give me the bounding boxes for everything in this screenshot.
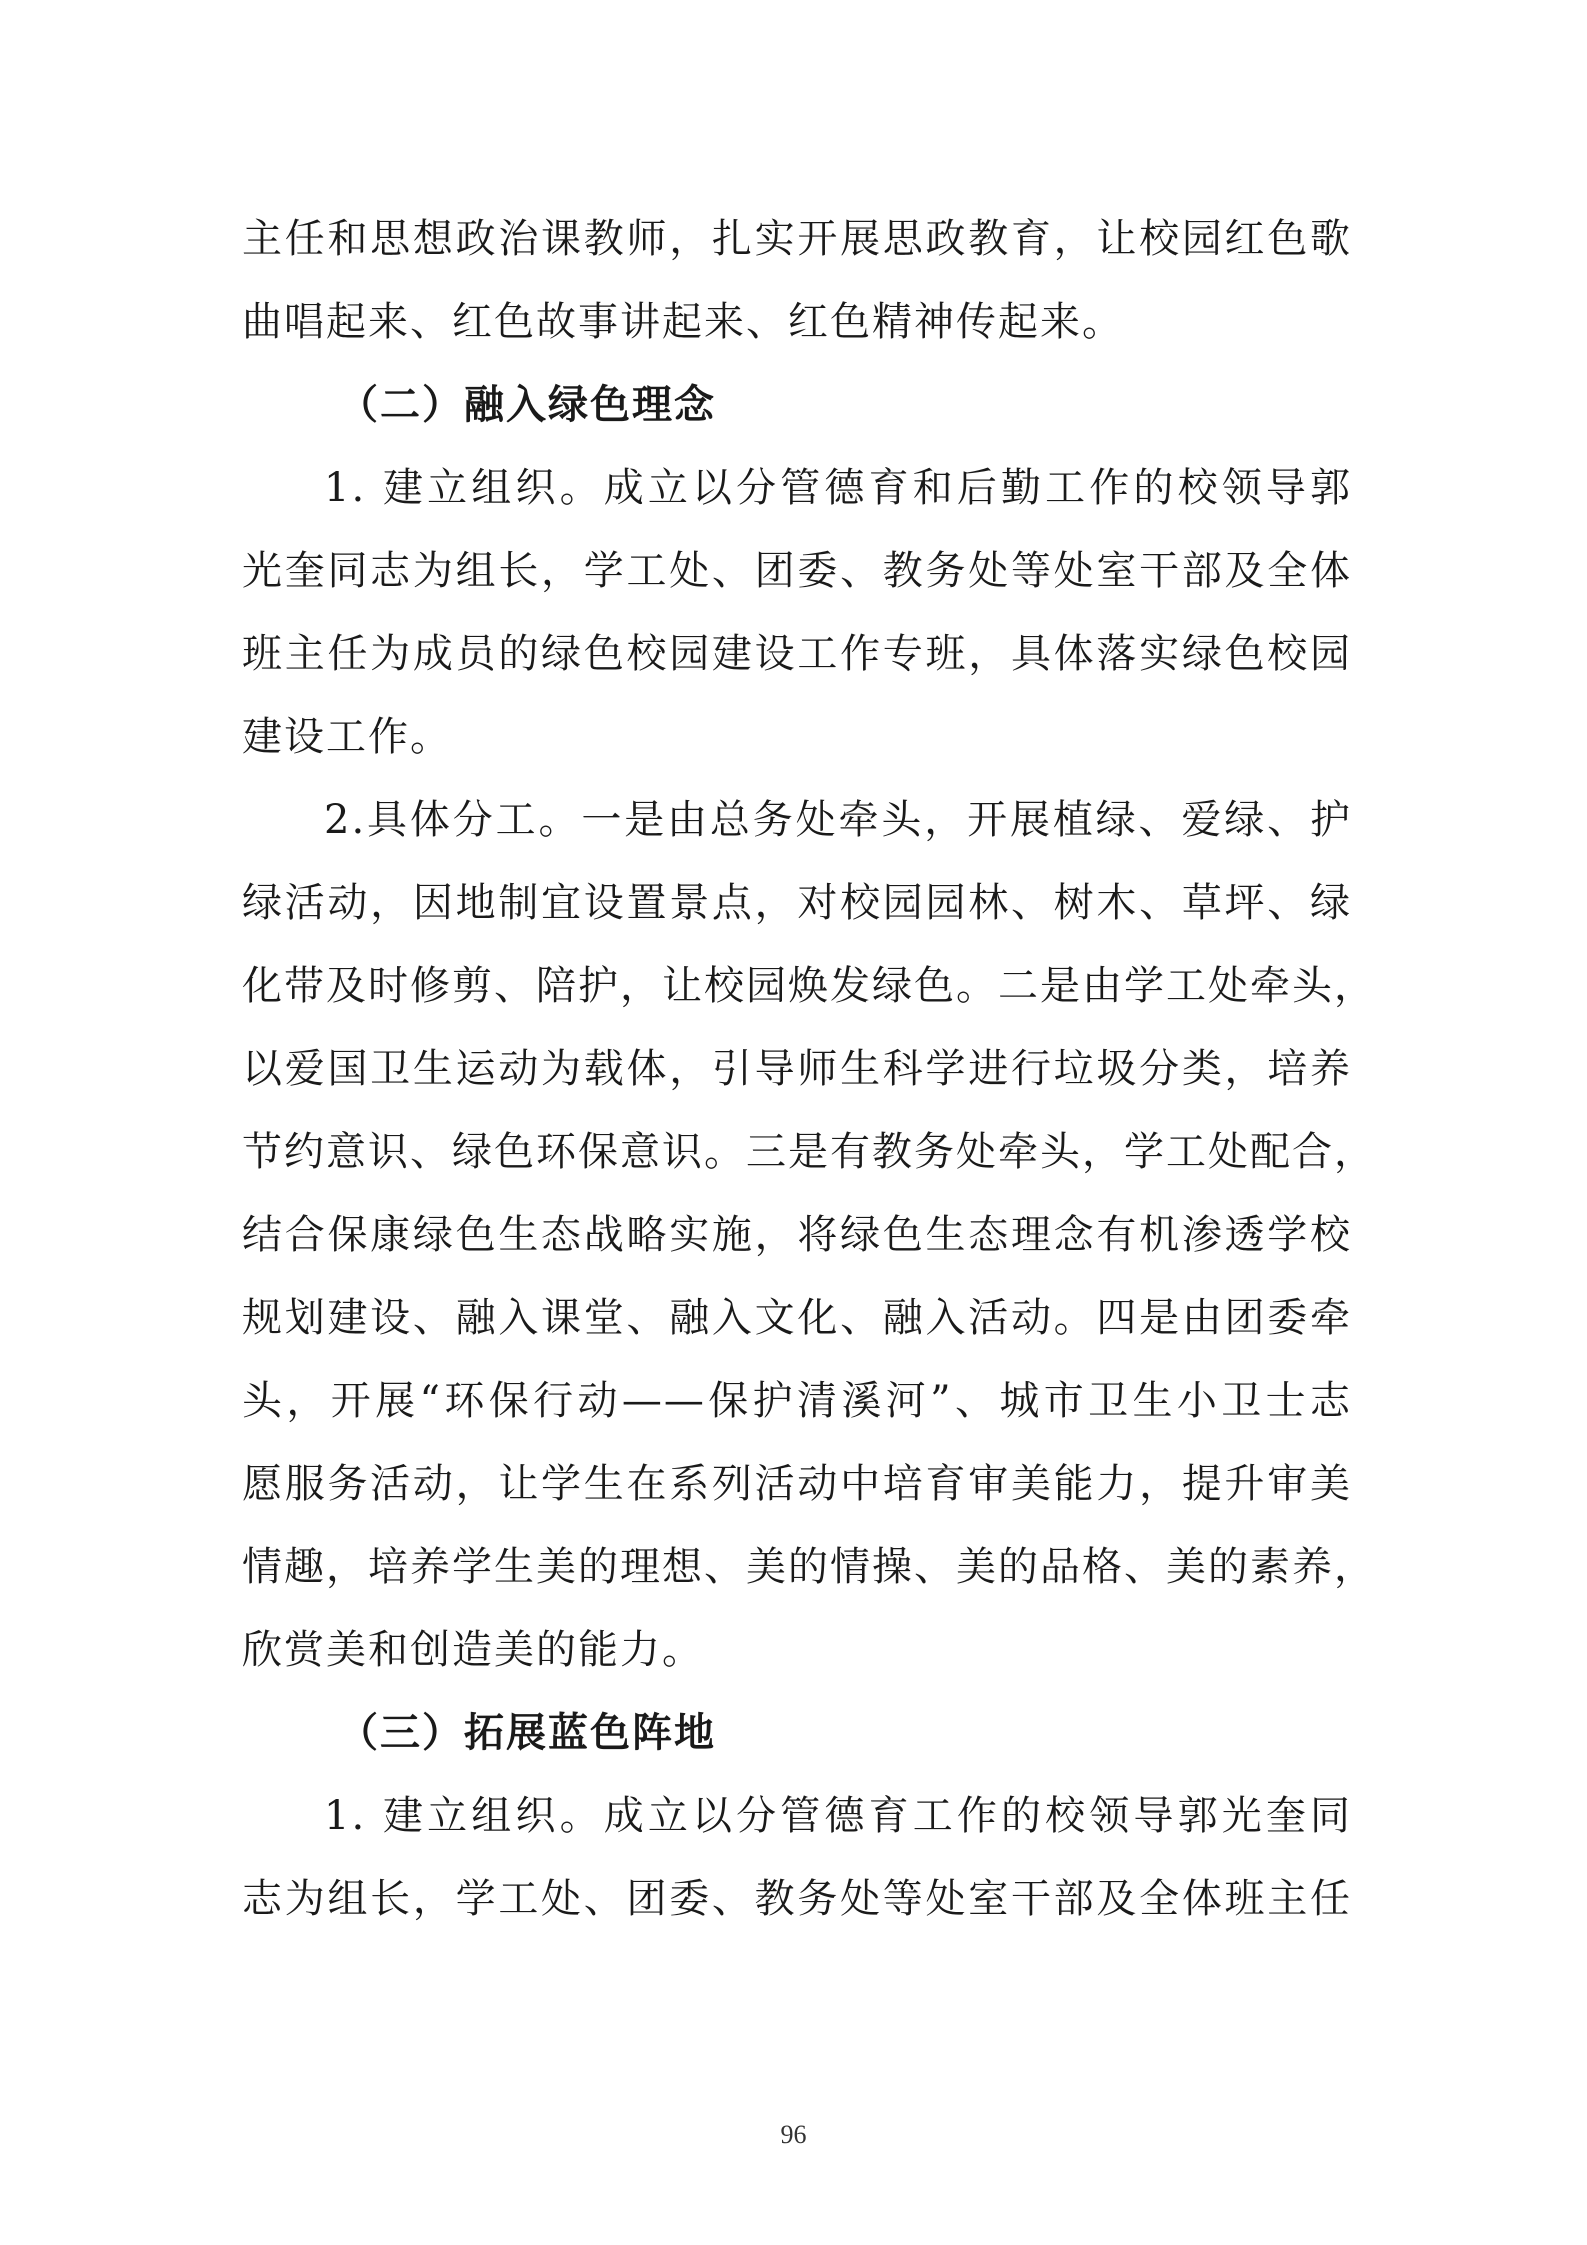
text-line: 1. 建立组织。成立以分管德育工作的校领导郭光奎同 — [324, 1793, 1352, 1839]
text-line: 2.具体分工。一是由总务处牵头，开展植绿、爱绿、护 — [324, 797, 1352, 843]
text-line: 结合保康绿色生态战略实施，将绿色生态理念有机渗透学校 — [242, 1212, 1352, 1258]
text-line: 曲唱起来、红色故事讲起来、红色精神传起来。 — [242, 299, 1124, 345]
text-line: 欣赏美和创造美的能力。 — [242, 1627, 704, 1673]
text-line: 志为组长，学工处、团委、教务处等处室干部及全体班主任 — [242, 1876, 1352, 1922]
text-line: 化带及时修剪、陪护，让校园焕发绿色。二是由学工处牵头， — [242, 963, 1376, 1009]
text-line: 光奎同志为组长，学工处、团委、教务处等处室干部及全体 — [242, 548, 1352, 594]
section-heading: （二）融入绿色理念 — [338, 382, 716, 428]
page-number: 96 — [780, 2120, 807, 2149]
section-heading: （三）拓展蓝色阵地 — [338, 1710, 716, 1756]
text-line: 节约意识、绿色环保意识。三是有教务处牵头，学工处配合， — [242, 1129, 1376, 1175]
text-line: 建设工作。 — [242, 714, 452, 760]
text-line: 1. 建立组织。成立以分管德育和后勤工作的校领导郭 — [324, 465, 1352, 511]
document-body — [242, 198, 1376, 1941]
text-line: 头，开展“环保行动——保护清溪河”、城市卫生小卫士志 — [242, 1378, 1352, 1424]
text-line: 绿活动，因地制宜设置景点，对校园园林、树木、草坪、绿 — [242, 880, 1352, 926]
text-line: 情趣，培养学生美的理想、美的情操、美的品格、美的素养， — [242, 1544, 1376, 1590]
text-line: 班主任为成员的绿色校园建设工作专班，具体落实绿色校园 — [242, 631, 1352, 677]
text-line: 以爱国卫生运动为载体，引导师生科学进行垃圾分类，培养 — [242, 1046, 1352, 1092]
text-line: 主任和思想政治课教师，扎实开展思政教育，让校园红色歌 — [242, 216, 1352, 262]
text-line: 愿服务活动，让学生在系列活动中培育审美能力，提升审美 — [242, 1461, 1352, 1507]
text-line: 规划建设、融入课堂、融入文化、融入活动。四是由团委牵 — [242, 1295, 1352, 1341]
